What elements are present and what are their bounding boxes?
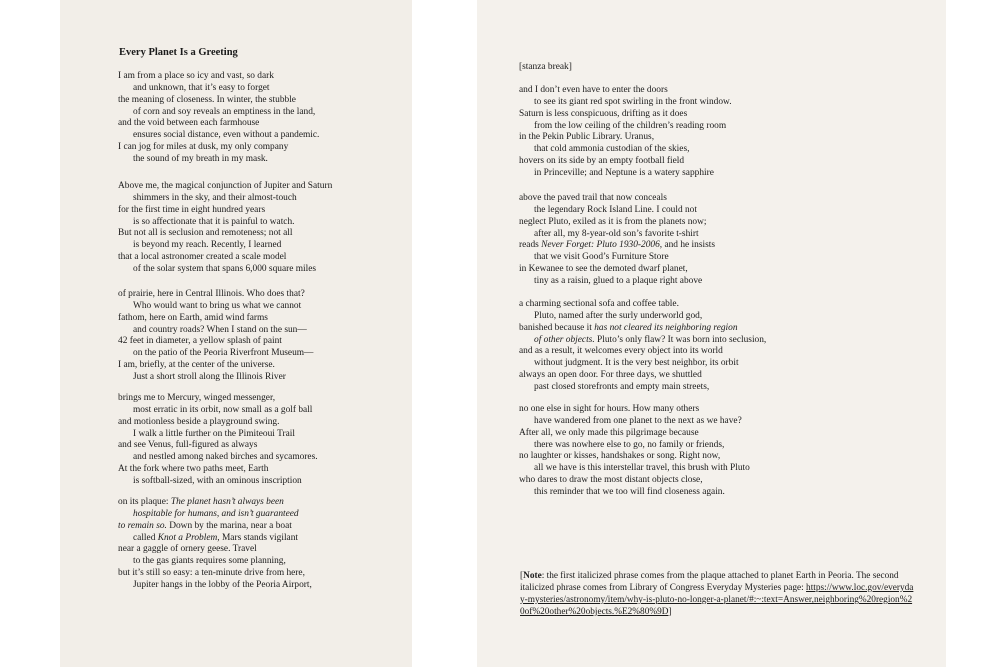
line-text: brings me to Mercury, winged messenger, [118, 393, 276, 403]
line-text: reads [519, 240, 542, 251]
poem-line [118, 289, 313, 301]
line-text: banished because it [519, 322, 595, 333]
poem-line [519, 193, 715, 205]
poem-line [519, 311, 766, 323]
line-text: the legendary Rock Island Line. I could not [534, 204, 697, 215]
line-text: no laughter or kisses, handshakes or song. Right now, [519, 451, 721, 462]
poem-line [118, 118, 319, 130]
poem-line [519, 156, 732, 168]
line-text: who dares to draw the most distant objects close, [519, 475, 703, 486]
poem-line [118, 240, 332, 252]
footnote [520, 570, 916, 618]
poem-line [519, 217, 715, 229]
line-text: and nestled among naked birches and sycamores. [133, 452, 318, 463]
line-text: tiny as a raisin, glued to a plaque right above [534, 275, 703, 286]
stanza [519, 299, 766, 394]
line-text: Pluto’s only flaw? It was born into seclusion, [594, 334, 767, 345]
poem-line [118, 533, 312, 545]
poem-line [118, 142, 319, 154]
line-text: and he insists [662, 240, 715, 251]
poem-line [118, 264, 332, 276]
poem-line [118, 521, 312, 533]
line-text: that cold ammonia custodian of the skies, [534, 144, 690, 155]
poem-line [519, 487, 750, 499]
line-text: fathom, here on Earth, amid wind farms [118, 312, 268, 323]
poem-line [519, 264, 715, 276]
poem-line [118, 71, 319, 83]
line-text: called [133, 532, 158, 543]
line-text: this reminder that we too will find closeness again. [534, 486, 725, 497]
line-text: is beyond my reach. Recently, I learned [133, 240, 282, 251]
poem-line [519, 109, 732, 121]
line-text: Jupiter hangs in the lobby of the Peoria Airport, [133, 579, 312, 590]
italic-quote: hospitable for humans, and isn’t guaranteed [133, 508, 299, 519]
stanza [118, 497, 312, 592]
line-text: But not all is seclusion and remoteness; not all [118, 228, 293, 239]
poem-line [519, 475, 750, 487]
stanza-break-marker [519, 62, 572, 74]
line-text: the sound of my breath in my mask. [133, 153, 268, 164]
italic-quote: The planet hasn’t always been [170, 497, 284, 507]
left-page [60, 0, 412, 667]
poem-title: Every Planet Is a Greeting [119, 47, 238, 58]
poem-line [118, 252, 332, 264]
line-text: and unknown, that it’s easy to forget [133, 82, 270, 93]
poem-line [118, 313, 313, 325]
line-text: most erratic in its orbit, now small as a golf ball [133, 404, 313, 415]
note-label: Note [523, 571, 542, 581]
italic-quote: of other objects. [534, 334, 595, 345]
poem-line [118, 452, 318, 464]
stanza [118, 71, 319, 166]
poem-line [519, 404, 750, 416]
poem-line [519, 335, 766, 347]
poem-line [519, 121, 732, 133]
poem-line [519, 85, 732, 97]
line-text: I am, briefly, at the center of the universe. [118, 360, 275, 371]
line-text: no one else in sight for hours. How many others [519, 404, 700, 414]
line-text: without judgment. It is the very best neighbor, its orbit [534, 358, 739, 369]
line-text: and I don’t even have to enter the doors [519, 85, 668, 95]
line-text: Mars stands vigilant [219, 532, 299, 543]
poem-line [118, 336, 313, 348]
poem-line [519, 370, 766, 382]
italic-quote: to remain so. [118, 520, 167, 531]
line-text: [stanza break] [519, 62, 572, 72]
line-text: of prairie, here in Central Illinois. Who does that? [118, 289, 305, 299]
stanza [519, 85, 732, 180]
stanza [519, 404, 750, 499]
line-text: a charming sectional sofa and coffee table. [519, 299, 679, 309]
poem-line [118, 417, 318, 429]
poem-line [519, 323, 766, 335]
line-text: is softball-sized, with an ominous inscription [133, 475, 302, 486]
poem-line [118, 83, 319, 95]
line-text: after all, my 8-year-old son’s favorite t-shirt [534, 228, 699, 239]
poem-line [118, 348, 313, 360]
poem-line [519, 205, 715, 217]
line-text: Above me, the magical conjunction of Jupiter and Saturn [118, 181, 333, 191]
poem-line [118, 568, 312, 580]
poem-line [118, 181, 332, 193]
line-text: to see its giant red spot swirling in the front window. [534, 96, 732, 107]
line-text: from the low ceiling of the children’s reading room [534, 120, 727, 131]
poem-line [118, 95, 319, 107]
poem-line [118, 464, 318, 476]
line-text: and the void between each farmhouse [118, 118, 260, 129]
note-text: : the first italicized phrase comes from the plaque attached to planet Earth in Peoria. The second italicized phrase comes from Library of Congress Everyday Mysteries page: [520, 571, 899, 593]
line-text: always an open door. For three days, we shuttled [519, 370, 702, 381]
poem-line [118, 580, 312, 592]
line-text: all we have is this interstellar travel, this brush with Pluto [534, 463, 750, 474]
poem-line [118, 405, 318, 417]
poem-line [519, 252, 715, 264]
poem-line [519, 144, 732, 156]
italic-quote: has not cleared its neighboring region [594, 322, 738, 333]
poem-line [118, 107, 319, 119]
poem-line [519, 299, 766, 311]
line-text: Pluto, named after the surly underworld god, [534, 310, 703, 321]
poem-line [519, 97, 732, 109]
line-text: I walk a little further on the Pimiteoui Trail [133, 428, 295, 439]
poem-line [118, 217, 332, 229]
poem-line [519, 382, 766, 394]
line-text: and country roads? When I stand on the sun— [133, 324, 307, 335]
stanza [118, 289, 313, 384]
note-open-bracket: [ [520, 571, 524, 581]
line-text: near a gaggle of ornery geese. Travel [118, 544, 257, 555]
line-text: to the gas giants requires some planning, [133, 556, 286, 567]
line-text: on its plaque: [118, 497, 171, 507]
poem-line [118, 497, 312, 509]
poem-line [519, 168, 732, 180]
italic-quote: Knot a Problem, [157, 532, 220, 543]
poem-line [118, 193, 332, 205]
line-text: 42 feet in diameter, a yellow splash of paint [118, 336, 282, 347]
poem-line [519, 276, 715, 288]
poem-line [118, 154, 319, 166]
line-text: the meaning of closeness. In winter, the stubble [118, 94, 296, 105]
poem-line [118, 476, 318, 488]
poem-line [519, 346, 766, 358]
line-text: After all, we only made this pilgrimage because [519, 427, 699, 438]
poem-line [519, 229, 715, 241]
poem-line [519, 416, 750, 428]
poem-line [118, 544, 312, 556]
stanza [519, 193, 715, 288]
line-text: and motionless beside a playground swing. [118, 416, 280, 427]
line-text: At the fork where two paths meet, Earth [118, 464, 269, 475]
poem-line [118, 372, 313, 384]
line-text: in the Pekin Public Library. Uranus, [519, 132, 655, 143]
line-text: past closed storefronts and empty main streets, [534, 381, 710, 392]
line-text: have wandered from one planet to the next as we have? [534, 415, 742, 426]
poem-line [118, 130, 319, 142]
poem-line [519, 451, 750, 463]
poem-line [118, 440, 318, 452]
line-text: and as a result, it welcomes every object into its world [519, 346, 723, 357]
line-text: of the solar system that spans 6,000 square miles [133, 263, 317, 274]
poem-line [519, 358, 766, 370]
line-text: and see Venus, full-figured as always [118, 440, 258, 451]
line-text: that a local astronomer created a scale model [118, 252, 287, 263]
source-link[interactable]: https://www.loc.gov/everyday-mysteries/astronomy/item/why-is-pluto-no-longer-a-planet/#:~:text=Answer,neighboring%20region%20of%20other%20objects.%E2%80%9D [520, 583, 914, 617]
line-text: but it’s still so easy: a ten-minute drive from here, [118, 568, 305, 579]
poem-line [118, 325, 313, 337]
poem-line [118, 205, 332, 217]
poem-line [519, 463, 750, 475]
poem-line [118, 301, 313, 313]
poem-line [118, 556, 312, 568]
poem-line [118, 393, 318, 405]
line-text: I can jog for miles at dusk, my only company [118, 142, 289, 153]
line-text: hovers on its side by an empty football field [519, 156, 685, 167]
poem-line [118, 429, 318, 441]
italic-quote: Never Forget: Pluto 1930-2006, [541, 240, 663, 251]
line-text: shimmers in the sky, and their almost-touch [133, 192, 297, 203]
line-text: of corn and soy reveals an emptiness in the land, [133, 106, 316, 117]
line-text: Who would want to bring us what we cannot [133, 300, 302, 311]
stanza [118, 393, 318, 488]
right-page [477, 0, 946, 667]
line-text: above the paved trail that now conceals [519, 193, 667, 203]
line-text: Down by the marina, near a boat [166, 520, 292, 531]
poem-line [519, 62, 572, 74]
stanza [118, 181, 332, 276]
line-text: ensures social distance, even without a pandemic. [133, 130, 320, 141]
line-text: neglect Pluto, exiled as it is from the planets now; [519, 216, 707, 227]
note-close-bracket: ] [668, 607, 672, 617]
poem-line [519, 428, 750, 440]
poem-line [519, 440, 750, 452]
line-text: Just a short stroll along the Illinois River [133, 371, 286, 382]
line-text: on the patio of the Peoria Riverfront Museum— [133, 348, 314, 359]
poem-line [118, 228, 332, 240]
poem-line [118, 360, 313, 372]
poem-line [519, 132, 732, 144]
line-text: in Princeville; and Neptune is a watery sapphire [534, 167, 714, 178]
line-text: there was nowhere else to go, no family or friends, [534, 439, 725, 450]
line-text: that we visit Good’s Furniture Store [534, 252, 669, 263]
poem-line [118, 509, 312, 521]
line-text: is so affectionate that it is painful to watch. [133, 216, 295, 227]
line-text: in Kewanee to see the demoted dwarf planet, [519, 264, 688, 275]
line-text: I am from a place so icy and vast, so dark [118, 71, 274, 81]
line-text: for the first time in eight hundred years [118, 204, 266, 215]
line-text: Saturn is less conspicuous, drifting as it does [519, 108, 688, 119]
poem-line [519, 240, 715, 252]
